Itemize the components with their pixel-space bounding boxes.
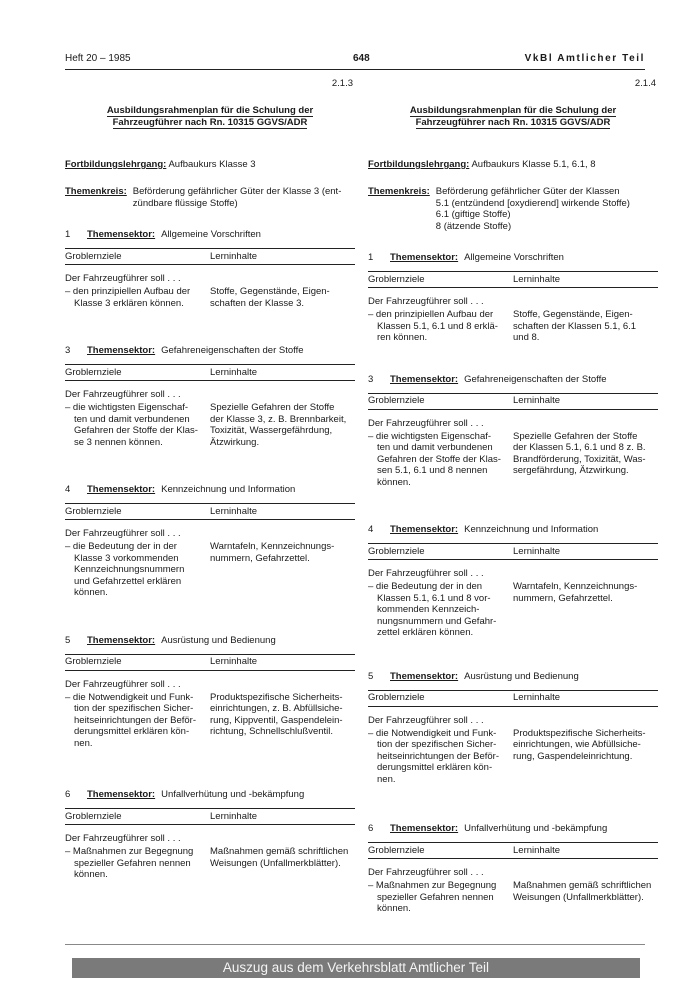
goal-line: Kennzeichnungsnummern	[74, 564, 185, 575]
sector-number: 1	[368, 252, 374, 263]
goal-line: – den prinzipiellen Aufbau der	[65, 286, 191, 297]
goal-line: können.	[377, 476, 411, 488]
table-body	[368, 296, 658, 344]
theme-line: 8 (ätzende Stoffe)	[435, 220, 512, 232]
sector-number: 1	[65, 229, 71, 240]
learning-content	[210, 286, 355, 309]
intro-text: Der Fahrzeugführer soll . . .	[65, 833, 181, 844]
goal-line: ten und damit verbundenen	[377, 442, 493, 453]
intro-text: Der Fahrzeugführer soll . . .	[368, 417, 484, 429]
content-line: Maßnahmen gemäß schriftlichen	[513, 880, 652, 891]
col-header-goals: Groblernziele	[368, 395, 425, 407]
section-number: 2.1.4	[634, 78, 656, 89]
table-body	[65, 273, 355, 309]
content-line: rung, Kippventil, Gaspendelein-	[210, 714, 343, 726]
sector-number: 6	[368, 823, 374, 834]
sector-name: Unfallverhütung und -bekämpfung	[464, 823, 608, 834]
sector-name: Allgemeine Vorschriften	[161, 229, 261, 240]
sector-number: 3	[368, 373, 374, 385]
goal-line: Gefahren der Stoffe der Klas-	[377, 453, 501, 465]
goal-line: – die Bedeutung der in der	[65, 541, 177, 552]
content-line: der Klasse 3, z. B. Brennbarkeit,	[210, 413, 347, 425]
table-header	[65, 364, 355, 381]
intro-text: Der Fahrzeugführer soll . . .	[65, 273, 181, 284]
table-body	[368, 418, 658, 489]
right-column	[368, 78, 658, 915]
sector-heading	[65, 635, 355, 649]
course-value: Aufbaukurs Klasse 5.1, 6.1, 8	[471, 159, 596, 170]
goal-line: können.	[377, 903, 411, 914]
sector-heading	[368, 374, 658, 388]
sector-label: Themensektor:	[390, 823, 459, 834]
content-line: Weisungen (Unfallmerkblätter).	[210, 857, 341, 869]
theme-line: Beförderung gefährlicher Güter der Klasse 3 (ent-	[132, 186, 342, 197]
learning-goal	[65, 286, 210, 309]
sector-label: Themensektor:	[390, 373, 459, 385]
intro-text: Der Fahrzeugführer soll . . .	[65, 389, 181, 400]
learning-goal	[368, 880, 513, 915]
sector-block	[65, 635, 355, 750]
learning-content	[513, 309, 658, 344]
bottom-rule	[65, 944, 645, 945]
sector-name: Ausrüstung und Bedienung	[464, 670, 579, 682]
table-row	[368, 309, 658, 344]
goal-line: Klassen 5.1, 6.1 und 8 vor-	[377, 592, 491, 604]
goal-line: spezieller Gefahren nennen	[74, 857, 191, 869]
table-header	[65, 503, 355, 520]
col-header-contents: Lerninhalte	[210, 250, 258, 262]
content-line: der Klassen 5.1, 6.1 und 8 z. B.	[513, 442, 646, 453]
intro-text: Der Fahrzeugführer soll . . .	[368, 568, 484, 579]
col-header-contents: Lerninhalte	[513, 692, 561, 704]
goal-line: – die wichtigsten Eigenschaf-	[368, 430, 492, 442]
table-header	[368, 271, 658, 288]
sector-block	[368, 374, 658, 489]
learning-goal	[368, 431, 513, 489]
intro-text: Der Fahrzeugführer soll . . .	[368, 296, 484, 307]
learning-goal	[368, 581, 513, 639]
content-line: nummern, Gefahrzettel.	[210, 552, 310, 564]
sector-block	[65, 229, 355, 309]
page-header	[65, 50, 645, 70]
table-body	[368, 568, 658, 639]
goal-line: und Gefahrzettel erklären	[74, 575, 182, 587]
content-line: Spezielle Gefahren der Stoffe	[513, 430, 638, 442]
goal-line: Klasse 3 vorkommenden	[74, 552, 179, 564]
page-number: 648	[353, 53, 370, 64]
learning-goal	[65, 846, 210, 881]
goal-line: heitseinrichtungen der Beför-	[377, 750, 499, 762]
learning-goal	[65, 541, 210, 599]
learning-content	[513, 431, 658, 489]
course-line	[368, 159, 658, 173]
learning-goal	[368, 728, 513, 786]
sector-heading	[368, 671, 658, 685]
sector-block	[368, 823, 658, 915]
sector-label: Themensektor:	[87, 789, 156, 800]
sector-label: Themensektor:	[390, 670, 459, 682]
sector-heading	[368, 252, 658, 266]
table-row	[368, 581, 658, 639]
goal-line: Klassen 5.1, 6.1 und 8 erklä-	[377, 320, 498, 332]
goal-line: tion der spezifischen Sicher-	[74, 703, 194, 714]
content-line: Toxizität, Wassergefährdung,	[210, 425, 333, 436]
theme-block	[65, 186, 355, 209]
table-header	[368, 690, 658, 707]
content-line: richtung, Schnellschlußventil.	[210, 726, 334, 737]
sector-label: Themensektor:	[390, 524, 459, 535]
sector-name: Gefahreneigenschaften der Stoffe	[161, 345, 304, 356]
goal-line: spezieller Gefahren nennen	[377, 891, 494, 903]
goal-line: können.	[74, 587, 108, 598]
theme-line: zündbare flüssige Stoffe)	[132, 197, 238, 209]
learning-content	[513, 880, 658, 915]
learning-goal	[65, 692, 210, 750]
goal-line: kommenden Kennzeich-	[377, 604, 480, 615]
table-header	[368, 393, 658, 410]
learning-goal	[368, 309, 513, 344]
content-line: und 8.	[513, 332, 540, 343]
goal-line: Gefahren der Stoffe der Klas-	[74, 425, 198, 436]
content-line: schaften der Klassen 5.1, 6.1	[513, 320, 637, 332]
sector-number: 5	[368, 670, 374, 682]
plan-title	[368, 105, 658, 129]
goal-line: – Maßnahmen zur Begegnung	[368, 880, 497, 891]
goal-line: nungsnummern und Gefahr-	[377, 615, 497, 627]
goal-line: – die Notwendigkeit und Funk-	[368, 727, 497, 739]
theme-text	[133, 186, 342, 209]
sector-name: Unfallverhütung und -bekämpfung	[161, 789, 305, 800]
content-line: Stoffe, Gegenstände, Eigen-	[513, 309, 633, 320]
col-header-goals: Groblernziele	[65, 656, 122, 668]
col-header-goals: Groblernziele	[368, 692, 425, 704]
content-line: Produktspezifische Sicherheits-	[210, 691, 343, 703]
sector-heading	[65, 229, 355, 243]
sector-label: Themensektor:	[87, 229, 156, 240]
table-body	[368, 867, 658, 915]
col-header-contents: Lerninhalte	[210, 810, 258, 822]
goal-line: Klasse 3 erklären können.	[74, 297, 184, 309]
table-body	[65, 389, 355, 448]
content-line: Brandförderung, Toxizität, Was-	[513, 453, 646, 465]
table-row	[65, 541, 355, 599]
table-body	[368, 715, 658, 786]
col-header-contents: Lerninhalte	[513, 545, 561, 557]
theme-label: Themenkreis:	[368, 186, 430, 197]
theme-block	[368, 186, 658, 232]
table-row	[65, 846, 355, 881]
table-row	[65, 402, 355, 448]
table-header	[368, 543, 658, 560]
theme-text	[436, 186, 630, 232]
sector-heading	[65, 484, 355, 498]
col-header-goals: Groblernziele	[65, 366, 122, 378]
intro-text: Der Fahrzeugführer soll . . .	[368, 867, 484, 878]
sector-name: Allgemeine Vorschriften	[464, 252, 564, 263]
sector-block	[368, 524, 658, 639]
content-line: Stoffe, Gegenstände, Eigen-	[210, 286, 330, 297]
content-line: Weisungen (Unfallmerkblätter).	[513, 891, 644, 903]
table-header	[65, 654, 355, 671]
sector-heading	[368, 823, 658, 837]
left-column	[65, 78, 355, 881]
goal-line: – den prinzipiellen Aufbau der	[368, 309, 494, 320]
table-row	[368, 880, 658, 915]
learning-content	[513, 581, 658, 639]
title-text: Fahrzeugführer nach Rn. 10315 GGVS/ADR	[415, 117, 611, 128]
content-line: Warntafeln, Kennzeichnungs-	[210, 541, 335, 552]
table-body	[65, 833, 355, 881]
table-body	[65, 679, 355, 750]
section-number: 2.1.3	[331, 78, 353, 89]
title-line	[368, 105, 658, 117]
sector-name: Kennzeichnung und Information	[464, 524, 599, 535]
goal-line: ten und damit verbundenen	[74, 413, 190, 425]
table-header	[368, 842, 658, 859]
col-header-contents: Lerninhalte	[513, 844, 561, 856]
content-line: einrichtungen, wie Abfüllsiche-	[513, 739, 641, 750]
sector-block	[65, 484, 355, 599]
sector-number: 4	[65, 484, 71, 495]
col-header-contents: Lerninhalte	[210, 366, 258, 378]
content-line: schaften der Klasse 3.	[210, 297, 304, 309]
goal-line: nen.	[377, 773, 396, 785]
content-line: Spezielle Gefahren der Stoffe	[210, 402, 335, 413]
learning-content	[513, 728, 658, 786]
content-line: Produktspezifische Sicherheits-	[513, 727, 646, 739]
table-row	[368, 728, 658, 786]
table-row	[368, 431, 658, 489]
issue-label: Heft 20 – 1985	[65, 53, 131, 64]
theme-line: 5.1 (entzündend [oxydierend] wirkende Stoffe)	[435, 197, 630, 209]
sector-name: Kennzeichnung und Information	[161, 484, 296, 495]
sector-number: 6	[65, 789, 71, 800]
content-line: nummern, Gefahrzettel.	[513, 592, 613, 604]
col-header-goals: Groblernziele	[368, 844, 425, 856]
table-row	[65, 286, 355, 309]
goal-line: – die wichtigsten Eigenschaf-	[65, 402, 189, 413]
content-line: Ätzwirkung.	[210, 436, 260, 448]
table-row	[65, 692, 355, 750]
col-header-goals: Groblernziele	[368, 273, 425, 285]
goal-line: ren können.	[377, 332, 428, 343]
col-header-contents: Lerninhalte	[210, 656, 258, 668]
sector-number: 5	[65, 634, 71, 646]
publication-title: VkBl Amtlicher Teil	[524, 53, 645, 64]
theme-line: Beförderung gefährlicher Güter der Klassen	[435, 186, 620, 197]
learning-content	[210, 692, 355, 750]
col-header-contents: Lerninhalte	[513, 273, 561, 285]
sector-label: Themensektor:	[87, 484, 156, 495]
col-header-contents: Lerninhalte	[210, 505, 258, 517]
sector-heading	[65, 789, 355, 803]
learning-goal	[65, 402, 210, 448]
title-text: Fahrzeugführer nach Rn. 10315 GGVS/ADR	[112, 117, 308, 128]
learning-content	[210, 541, 355, 599]
plan-title	[65, 105, 355, 129]
goal-line: – Maßnahmen zur Begegnung	[65, 846, 194, 857]
theme-line: 6.1 (giftige Stoffe)	[435, 209, 511, 220]
sector-block	[65, 789, 355, 881]
course-label: Fortbildungslehrgang:	[368, 159, 470, 170]
sector-label: Themensektor:	[87, 634, 156, 646]
goal-line: se 3 nennen können.	[74, 436, 163, 448]
title-line	[65, 117, 355, 129]
sector-block	[368, 671, 658, 786]
col-header-goals: Groblernziele	[65, 810, 122, 822]
col-header-goals: Groblernziele	[368, 545, 425, 557]
goal-line: sen 5.1, 6.1 und 8 nennen	[377, 465, 488, 476]
sector-block	[65, 345, 355, 448]
goal-line: tion der spezifischen Sicher-	[377, 739, 497, 750]
content-line: Maßnahmen gemäß schriftlichen	[210, 846, 349, 857]
goal-line: derungsmittel erklären kön-	[74, 726, 190, 737]
goal-line: zettel erklären können.	[377, 627, 474, 638]
sector-name: Gefahreneigenschaften der Stoffe	[464, 373, 607, 385]
goal-line: – die Bedeutung der in den	[368, 581, 483, 592]
sector-number: 3	[65, 345, 71, 356]
col-header-goals: Groblernziele	[65, 505, 122, 517]
content-line: einrichtungen, z. B. Abfüllsiche-	[210, 703, 343, 714]
course-label: Fortbildungslehrgang:	[65, 159, 167, 170]
goal-line: – die Notwendigkeit und Funk-	[65, 691, 194, 703]
sector-name: Ausrüstung und Bedienung	[161, 634, 276, 646]
title-line	[368, 117, 658, 129]
content-line: rung, Gaspendeleinrichtung.	[513, 750, 633, 762]
content-line: Warntafeln, Kennzeichnungs-	[513, 581, 638, 592]
content-line: sergefährdung, Ätzwirkung.	[513, 465, 629, 476]
goal-line: nen.	[74, 737, 93, 749]
course-line	[65, 159, 355, 173]
sector-heading	[368, 524, 658, 538]
table-header	[65, 248, 355, 265]
course-value: Aufbaukurs Klasse 3	[168, 159, 256, 170]
goal-line: heitseinrichtungen der Beför-	[74, 714, 196, 726]
table-body	[65, 528, 355, 599]
col-header-goals: Groblernziele	[65, 250, 122, 262]
goal-line: derungsmittel erklären kön-	[377, 762, 493, 773]
sector-label: Themensektor:	[87, 345, 156, 356]
intro-text: Der Fahrzeugführer soll . . .	[368, 714, 484, 726]
title-text: Ausbildungsrahmenplan für die Schulung der	[106, 105, 314, 116]
sector-block	[368, 252, 658, 344]
learning-content	[210, 846, 355, 881]
intro-text: Der Fahrzeugführer soll . . .	[65, 678, 181, 690]
learning-content	[210, 402, 355, 448]
intro-text: Der Fahrzeugführer soll . . .	[65, 528, 181, 539]
title-line	[65, 105, 355, 117]
sector-heading	[65, 345, 355, 359]
theme-label: Themenkreis:	[65, 186, 127, 197]
table-header	[65, 808, 355, 825]
title-text: Ausbildungsrahmenplan für die Schulung der	[409, 105, 617, 116]
col-header-contents: Lerninhalte	[513, 395, 561, 407]
footer-banner: Auszug aus dem Verkehrsblatt Amtlicher Teil	[72, 958, 640, 978]
sector-number: 4	[368, 524, 374, 535]
goal-line: können.	[74, 869, 108, 880]
sector-label: Themensektor:	[390, 252, 459, 263]
